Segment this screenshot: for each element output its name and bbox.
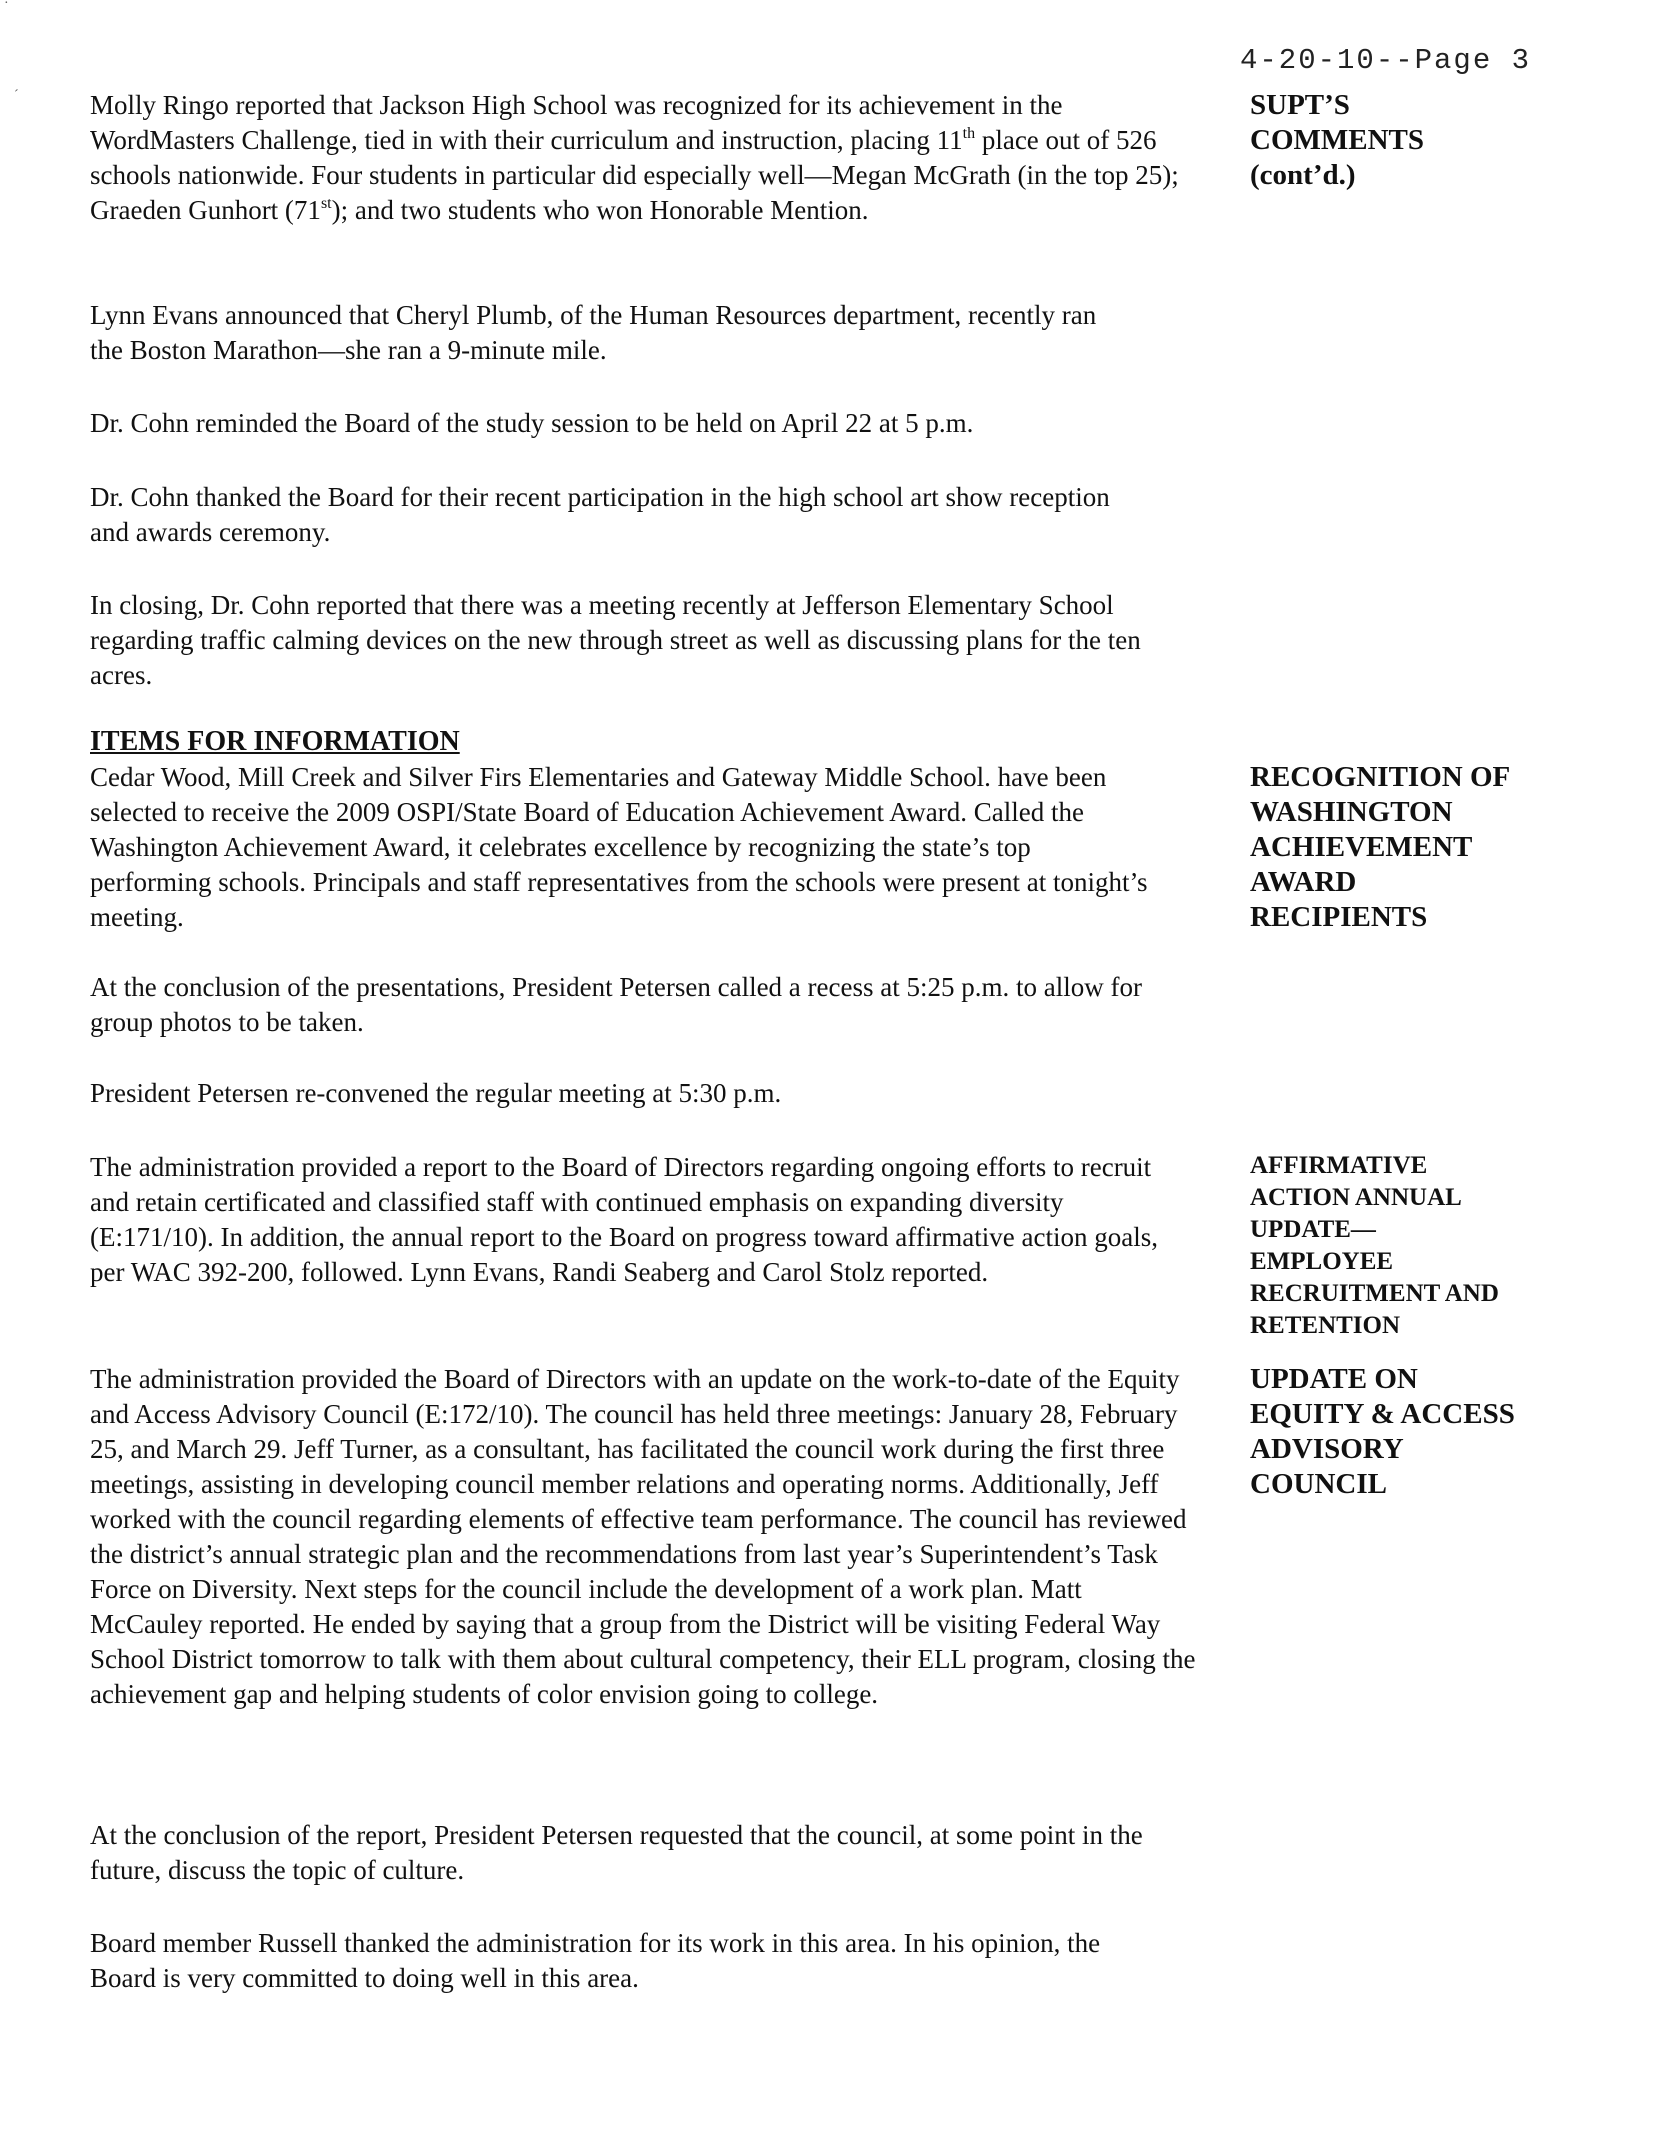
superscript: st [320,195,332,212]
paragraph-text: In closing, Dr. Cohn reported that there was a meeting recently at Jefferson Elementary School regarding traffic calming devices on the new through street as well as discussing plans for the ten acres. [90,590,1141,690]
scan-mark: · [4,0,9,11]
margin-label-line: (cont’d.) [1250,159,1356,191]
paragraph-russell [90,1926,1110,1996]
margin-label-affirmative-action [1250,1150,1650,1342]
paragraph-text: The administration provided a report to the Board of Directors regarding ongoing efforts to recruit and retain certificated and classified staff with continued emphasis on expanding diversity (E:171/10). In addition, the annual report to the Board on progress toward affirmative action goals, per WAC 392-200, followed. Lynn Evans, Randi Seaberg and Carol Stolz reported. [90,1152,1158,1287]
margin-label-line: RECIPIENTS [1250,901,1428,933]
margin-label-line: EQUITY & ACCESS [1250,1398,1515,1430]
margin-label-line: UPDATE— [1250,1216,1376,1243]
superscript: th [962,125,976,142]
margin-label-line: SUPT’S [1250,89,1350,121]
margin-label-line: WASHINGTON [1250,796,1453,828]
margin-label-line: UPDATE ON [1250,1363,1418,1395]
margin-label-line: ADVISORY [1250,1433,1404,1465]
paragraph-study-session [90,406,1200,441]
margin-label-supt-comments [1250,88,1650,193]
margin-label-line: AWARD [1250,866,1357,898]
paragraph-affirmative-action [90,1150,1170,1290]
paragraph-text: place out of 526 schools nationwide. Four students in particular did especially well—Megan McGrath (in the top 25); Graeden Gunhort (71 [90,125,1179,225]
margin-label-line: COMMENTS [1250,124,1424,156]
paragraph-achievement-award [90,760,1150,935]
paragraph-text: President Petersen re-convened the regular meeting at 5:30 p.m. [90,1078,782,1108]
paragraph-text: The administration provided the Board of Directors with an update on the work-to-date of the Equity and Access Advisory Council (E:172/10). The council has held three meetings: January 28, February 25, and March 29. Jeff Turner, as a consultant, has facilitated the council work during the first three meetings, assisting in developing council member relations and operating norms. Additionally, Jeff worked with the council regarding elements of effective team performance. The council has reviewed the district’s annual strategic plan and the recommendations from last year’s Superintendent’s Task Force on Diversity. Next steps for the council include the development of a work plan. Matt McCauley reported. He ended by saying that a group from the District will be visiting Federal Way School District tomorrow to talk with them about cultural competency, their ELL program, closing the achievement gap and helping students of color envision going to college. [90,1364,1196,1709]
paragraph-molly-ringo [90,88,1200,228]
margin-label-line: COUNCIL [1250,1468,1387,1500]
paragraph-text: Board member Russell thanked the administration for its work in this area. In his opinion, the Board is very committed to doing well in this area. [90,1928,1101,1993]
paragraph-text: Dr. Cohn thanked the Board for their recent participation in the high school art show reception and awards ceremony. [90,482,1110,547]
margin-label-recognition [1250,760,1650,935]
section-heading-items-for-information: ITEMS FOR INFORMATION [90,726,460,757]
page-header: 4-20-10--Page 3 [1240,44,1532,77]
paragraph-equity-council [90,1362,1200,1712]
paragraph-lynn-evans [90,298,1110,368]
paragraph-text: Lynn Evans announced that Cheryl Plumb, of the Human Resources department, recently ran the Boston Marathon—she ran a 9-minute mile. [90,300,1097,365]
paragraph-culture-topic [90,1818,1170,1888]
scan-mark: ˊ [14,88,19,103]
margin-label-line: RECRUITMENT AND [1250,1280,1499,1307]
margin-label-line: RECOGNITION OF [1250,761,1511,793]
paragraph-text: ); and two students who won Honorable Mention. [331,195,869,225]
paragraph-art-show [90,480,1150,550]
paragraph-jefferson [90,588,1200,693]
paragraph-text: Cedar Wood, Mill Creek and Silver Firs Elementaries and Gateway Middle School. have been selected to receive the 2009 OSPI/State Board of Education Achievement Award. Called the Washington Achievement Award, it celebrates excellence by recognizing the state’s top performing schools. Principals and staff representatives from the schools were present at tonight’s meeting. [90,762,1148,932]
margin-label-line: RETENTION [1250,1312,1401,1339]
margin-label-equity-access [1250,1362,1650,1502]
margin-label-line: ACHIEVEMENT [1250,831,1473,863]
paragraph-text: Molly Ringo reported that Jackson High School was recognized for its achievement in the WordMasters Challenge, tied in with their curriculum and instruction, placing 11 [90,90,1063,155]
margin-label-line: EMPLOYEE [1250,1248,1394,1275]
paragraph-text: At the conclusion of the report, President Petersen requested that the council, at some point in the future, discuss the topic of culture. [90,1820,1143,1885]
margin-label-line: ACTION ANNUAL [1250,1184,1462,1211]
paragraph-reconvened [90,1076,1200,1111]
paragraph-text: At the conclusion of the presentations, President Petersen called a recess at 5:25 p.m. to allow for group photos to be taken. [90,972,1142,1037]
paragraph-text: Dr. Cohn reminded the Board of the study session to be held on April 22 at 5 p.m. [90,408,974,438]
paragraph-recess [90,970,1200,1040]
margin-label-line: AFFIRMATIVE [1250,1152,1428,1179]
